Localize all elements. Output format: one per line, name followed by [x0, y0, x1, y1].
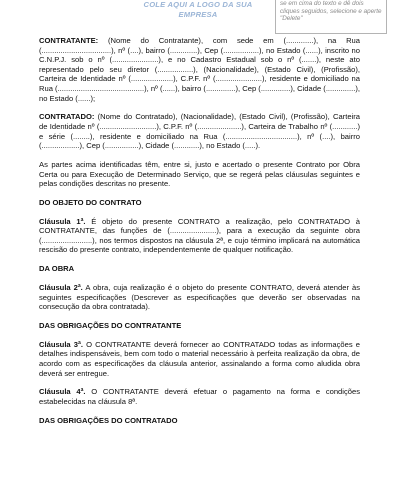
intro-paragraph: As partes acima identificadas têm, entre si, justo e acertado o presente Contrato por Obra Certa ou para Execução de Determinado Serviço, que se regerá pelas cláusulas seguintes e pelas condições descritas no presente.: [39, 159, 360, 189]
clause-4: [39, 387, 360, 406]
clause-1-label: Cláusula 1ª.: [39, 216, 86, 226]
clause-2-label: Cláusula 2ª.: [39, 283, 83, 292]
clause-4-label: Cláusula 4ª.: [39, 387, 86, 397]
contratado-text: (Nome do Contratado), (Nacionalidade), (Estado Civil), (Profissão), Carteira de Identidade nº (...........................), C.P.F. nº (.....................), Carteira de Trabalho nº (............) e série (........), residente e domiciliado na Rua (..................................), nº (....), bairro (..................), Cep (................), Cidade (............), no Estado (.....).: [39, 112, 360, 151]
clause-2: [39, 283, 360, 312]
clause-4-text: O CONTRATANTE deverá efetuar o pagamento na forma e condições estabelecidas na cláusula 8ª.: [39, 387, 361, 406]
clause-1: [39, 217, 360, 255]
contratado-paragraph: [39, 112, 360, 150]
section-heading-objeto: DO OBJETO DO CONTRATO: [39, 197, 142, 207]
contratante-text: (Nome do Contratante), com sede em (.............), na Rua (.................................), nº (....), bairro (.............), Cep (.................), no Estado (......), inscrito no C.N.P.J. sob o nº (......................), e no Cadastro Estadual sob o nº (.......), neste ato representado pelo seu diretor (.................), (Nacionalidade), (Estado Civil), (Profissão), Carteira de Identidade nº (....................), C.P.F. nº (......................), residente e domiciliado na Rua (.........................................), nº (......), bairro (..............), Cep (..............), Cidade (..............), no Estado (......);: [39, 36, 360, 103]
logo-placeholder[interactable]: COLE AQUI A LOGO DA SUA EMPRESA: [143, 0, 253, 19]
clause-3: [39, 340, 360, 378]
contratado-label: CONTRATADO:: [39, 112, 95, 122]
contratante-paragraph: [39, 36, 360, 103]
contract-body: [39, 36, 360, 425]
contratante-label: CONTRATANTE:: [39, 36, 99, 45]
instruction-hint-box: se em cima do texto e dê dois cliques seguidos, selecione e aperte "Delete": [275, 0, 387, 34]
clause-3-label: Cláusula 3ª.: [39, 339, 83, 349]
section-heading-obrigacoes-contratado: DAS OBRIGAÇÕES DO CONTRATADO: [39, 415, 178, 425]
section-heading-obrigacoes-contratante: DAS OBRIGAÇÕES DO CONTRATANTE: [39, 320, 182, 330]
section-heading-obra: DA OBRA: [39, 264, 75, 274]
clause-2-text: A obra, cuja realização é o objeto do presente CONTRATO, deverá atender às seguintes especificações (Descrever as especificações que deverão ser observadas na consecução da obra contratada).: [39, 283, 360, 312]
clause-3-text: O CONTRATANTE deverá fornecer ao CONTRATADO todas as informações e detalhes indispensáveis, bem com todo o material necessário à perfeita realização da obra, de acordo com as especificações da cláusula anterior, assinalando a forma como aludida obra deverá ser entregue.: [39, 339, 360, 378]
clause-1-text: É objeto do presente CONTRATO a realização, pelo CONTRATADO à CONTRATANTE, das funções de (......................), para a execução da seguinte obra (........................), nos termos dispostos na cláusula 2ª, e cujo término implicará na automática rescisão do presente contrato, independentemente de qualquer notificação.: [39, 216, 361, 255]
